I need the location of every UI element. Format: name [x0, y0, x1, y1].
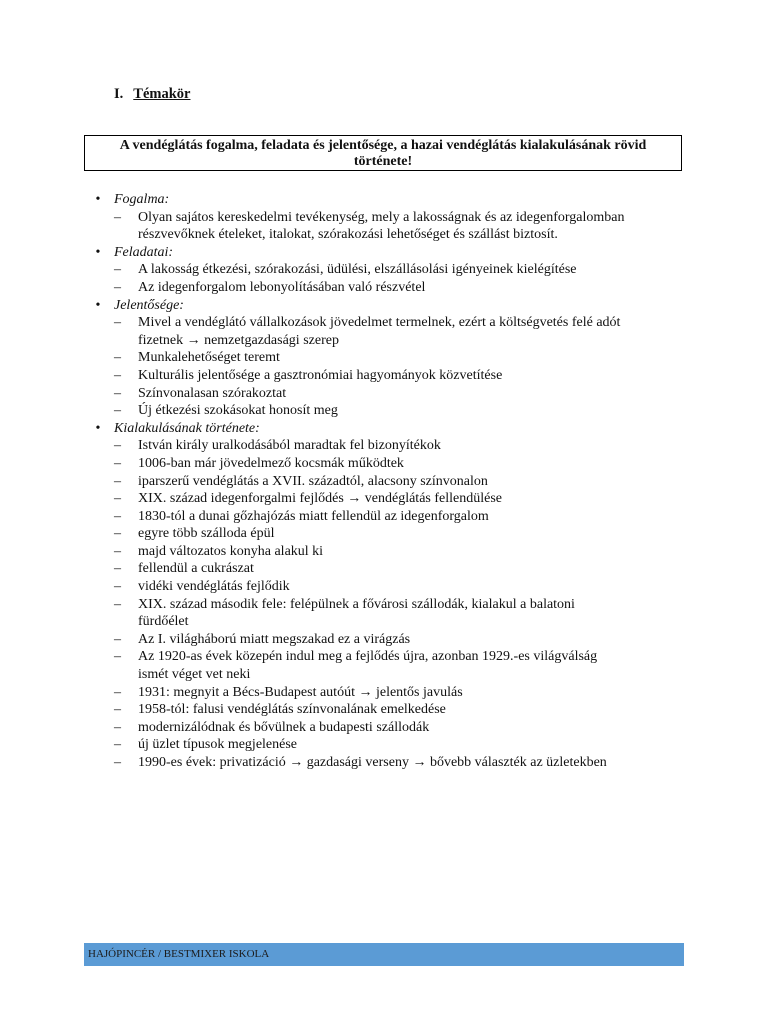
list-item [88, 543, 688, 561]
topic-line-1: A vendéglátás fogalma, feladata és jelentősége, a hazai vendéglátás kialakulásának rövid [119, 138, 647, 153]
list-item-text: iparszerű vendéglátás a XVII. századtól, alacsony színvonalon [138, 473, 488, 489]
list-item [88, 437, 688, 455]
list-item-text: egyre több szálloda épül [138, 526, 275, 542]
list-item [88, 385, 688, 403]
list-item [88, 490, 688, 508]
list-item [88, 455, 688, 473]
list-item-text: 1006-ban már jövedelmező kocsmák működtek [138, 455, 404, 471]
list-item-text: fellendül a cukrászat [138, 561, 254, 577]
list-item [88, 631, 688, 649]
section-title: Témakör [133, 86, 191, 102]
list-item-text: fürdőélet [138, 614, 189, 630]
dash-marker: – [114, 262, 121, 278]
section-1 [88, 244, 688, 262]
dash-marker: – [114, 684, 121, 700]
list-item [88, 719, 688, 737]
list-item-text: 1990-es évek: privatizáció → gazdasági verseny → bővebb választék az üzletekben [138, 755, 607, 770]
footer-text: HAJÓPINCÉR / BESTMIXER ISKOLA [88, 948, 270, 960]
list-item-text: Munkalehetőséget teremt [138, 350, 280, 366]
section-label: Feladatai: [114, 244, 174, 260]
list-item [88, 754, 688, 772]
dash-marker: – [114, 719, 121, 735]
dash-marker: – [114, 438, 121, 454]
section-0 [88, 191, 688, 209]
dash-marker: – [114, 508, 121, 524]
list-item-text: új üzlet típusok megjelenése [138, 737, 298, 753]
list-item-text: XIX. század idegenforgalmi fejlődés → vendéglátás fellendülése [138, 491, 502, 507]
list-item [88, 525, 688, 543]
dash-marker: – [114, 631, 121, 647]
list-item [88, 261, 688, 279]
list-item [88, 473, 688, 491]
list-item [88, 596, 688, 631]
list-item-text: Az idegenforgalom lebonyolításában való részvétel [138, 279, 426, 295]
list-item [88, 508, 688, 526]
dash-marker: – [114, 350, 121, 366]
dash-marker: – [114, 209, 121, 225]
list-item-text: modernizálódnak és bővülnek a budapesti szállodák [138, 719, 430, 735]
dash-marker: – [114, 755, 121, 770]
dash-marker: – [114, 491, 121, 507]
dash-marker: – [114, 561, 121, 577]
list-item-text: 1931: megnyit a Bécs-Budapest autóút → jelentős javulás [138, 684, 463, 700]
section-label: Kialakulásának története: [114, 420, 260, 436]
list-item-text: 1958-tól: falusi vendéglátás színvonalának emelkedése [138, 702, 446, 718]
dash-marker: – [114, 543, 121, 559]
dash-marker: – [114, 455, 121, 471]
dash-marker: – [114, 737, 121, 753]
outline-list [88, 191, 688, 772]
section-heading [114, 86, 190, 103]
list-item-text: István király uralkodásából maradtak fel bizonyítékok [138, 438, 441, 454]
list-item-text: Kulturális jelentősége a gasztronómiai hagyományok közvetítése [138, 367, 503, 383]
list-item-text: XIX. század második fele: felépülnek a fővárosi szállodák, kialakul a balatoni [138, 596, 575, 612]
list-item [88, 314, 688, 349]
list-item [88, 560, 688, 578]
list-item [88, 736, 688, 754]
section-number: I. [114, 86, 124, 102]
list-item-text: majd változatos konyha alakul ki [138, 543, 324, 559]
list-item-text: 1830-tól a dunai gőzhajózás miatt fellendül az idegenforgalom [138, 508, 489, 524]
dash-marker: – [114, 473, 121, 489]
list-item-text: vidéki vendéglátás fejlődik [138, 579, 290, 595]
dash-marker: – [114, 649, 121, 665]
dash-marker: – [114, 596, 121, 612]
dash-marker: – [114, 315, 121, 331]
list-item-text: Az 1920-as évek közepén indul meg a fejlődés újra, azonban 1929.-es világválság [138, 649, 598, 665]
section-label: Jelentősége: [114, 297, 184, 313]
section-label: Fogalma: [114, 192, 170, 207]
list-item [88, 684, 688, 702]
bullet-icon: • [95, 297, 101, 313]
list-item [88, 349, 688, 367]
list-item-text: Olyan sajátos kereskedelmi tevékenység, mely a lakosságnak és az idegenforgalomban [138, 209, 625, 225]
dash-marker: – [114, 526, 121, 542]
list-item-text: Az I. világháború miatt megszakad ez a virágzás [138, 631, 411, 647]
dash-marker: – [114, 702, 121, 718]
list-item [88, 209, 688, 244]
list-item-text: fizetnek → nemzetgazdasági szerep [138, 332, 339, 348]
dash-marker: – [114, 385, 121, 401]
list-item [88, 279, 688, 297]
bullet-icon: • [95, 244, 101, 260]
bullet-icon: • [95, 420, 101, 436]
list-item-text: Színvonalasan szórakoztat [138, 385, 287, 401]
list-item-text: Új étkezési szokásokat honosít meg [138, 403, 338, 419]
list-item-text: A lakosság étkezési, szórakozási, üdülési, elszállásolási igényeinek kielégítése [138, 262, 577, 278]
list-item [88, 402, 688, 420]
bullet-icon: • [95, 192, 101, 207]
section-2 [88, 297, 688, 315]
list-item [88, 578, 688, 596]
list-item-text: Mivel a vendéglátó vállalkozások jövedelmet termelnek, ezért a költségvetés felé adót [138, 315, 621, 331]
list-item [88, 367, 688, 385]
footer-bar [84, 943, 684, 966]
dash-marker: – [114, 579, 121, 595]
section-3 [88, 420, 688, 438]
dash-marker: – [114, 403, 121, 419]
dash-marker: – [114, 367, 121, 383]
list-item-text: részvevőknek ételeket, italokat, szórakozási lehetőséget és szállást biztosít. [138, 227, 558, 243]
list-item [88, 648, 688, 683]
dash-marker: – [114, 279, 121, 295]
list-item-text: ismét véget vet neki [138, 667, 251, 683]
topic-box [84, 135, 682, 171]
topic-line-2: története! [353, 154, 413, 169]
list-item [88, 701, 688, 719]
